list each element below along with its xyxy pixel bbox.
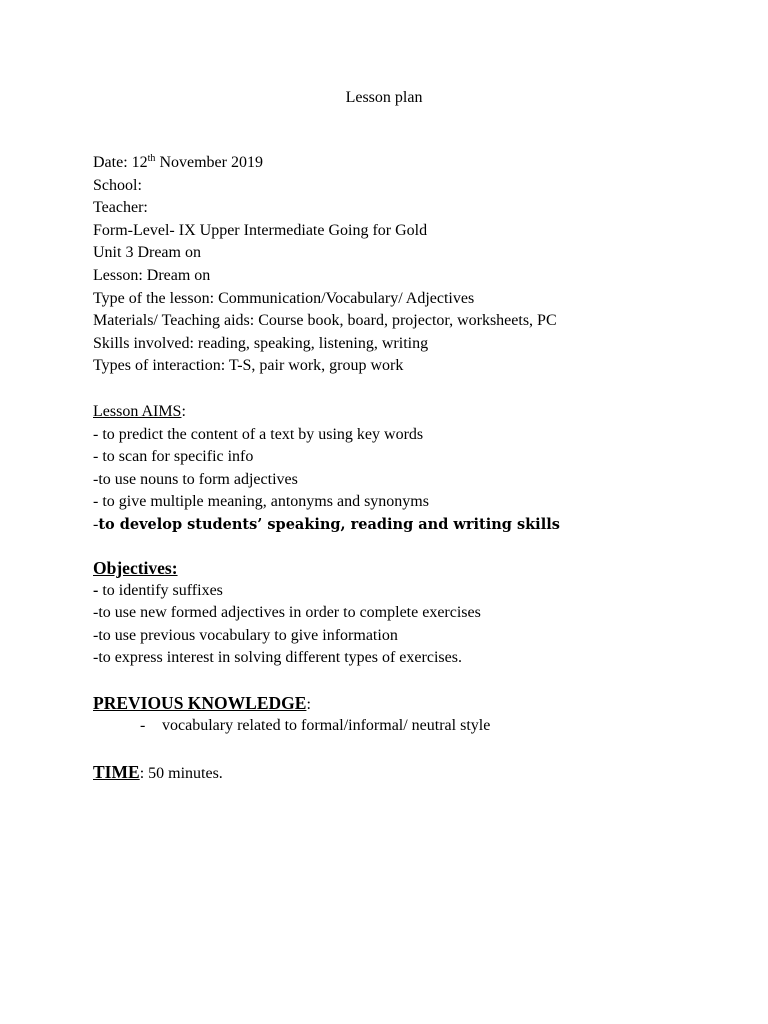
time-section [93, 761, 713, 784]
lesson-info [93, 152, 713, 378]
time-value: : 50 minutes. [139, 765, 223, 782]
date-suffix: November 2019 [155, 154, 263, 171]
lesson-line: Lesson: Dream on [93, 266, 211, 284]
aims-heading: Lesson AIMS [93, 403, 182, 420]
aims-heading-line [93, 401, 713, 424]
objectives-first-text: to identify suffixes [98, 581, 223, 599]
form-level-line: Form-Level- IX Upper Intermediate Going for Gold [93, 221, 428, 239]
previous-knowledge-heading-line [93, 692, 713, 715]
lesson-type-line: Type of the lesson: Communication/Vocabulary/ Adjectives [93, 289, 475, 307]
previous-knowledge-item [93, 715, 713, 738]
page-title: Lesson plan [345, 89, 423, 106]
date-line [93, 152, 713, 175]
school-line: School: [93, 176, 142, 194]
skills-line: Skills involved: reading, speaking, listening, writing [93, 334, 429, 352]
time-line [93, 761, 713, 784]
date-prefix: Date: 12 [93, 154, 148, 171]
objectives-heading-line [93, 557, 713, 580]
interaction-line: Types of interaction: T-S, pair work, group work [93, 357, 404, 375]
previous-knowledge-dash: - [140, 716, 146, 734]
aims-item: - to scan for specific info [93, 448, 254, 466]
aims-last-text: to develop students’ speaking, reading and writing skills [98, 515, 560, 533]
objectives-item: -to express interest in solving different types of exercises. [93, 649, 462, 667]
previous-knowledge-text: vocabulary related to formal/informal/ neutral style [162, 716, 491, 734]
aims-item: -to use nouns to form adjectives [93, 470, 298, 488]
objectives-item [93, 580, 713, 603]
objectives-section [93, 557, 713, 670]
lesson-aims-section [93, 401, 713, 537]
objectives-first-dash: - [93, 581, 99, 599]
objectives-item: -to use previous vocabulary to give information [93, 626, 398, 644]
unit-line: Unit 3 Dream on [93, 244, 201, 262]
aims-item: - to give multiple meaning, antonyms and synonyms [93, 493, 429, 511]
aims-item-bold [93, 514, 713, 537]
teacher-line: Teacher: [93, 199, 148, 217]
time-heading: TIME [93, 762, 140, 782]
aims-heading-colon: : [181, 403, 186, 420]
previous-knowledge-colon: : [306, 696, 311, 713]
previous-knowledge-heading: PREVIOUS KNOWLEDGE [93, 693, 307, 713]
materials-line: Materials/ Teaching aids: Course book, board, projector, worksheets, PC [93, 312, 557, 330]
date-superscript: th [147, 153, 156, 164]
aims-item: - to predict the content of a text by using key words [93, 425, 424, 443]
aims-last-prefix: - [93, 515, 99, 533]
previous-knowledge-section [93, 692, 713, 737]
objectives-item: -to use new formed adjectives in order to complete exercises [93, 604, 481, 622]
objectives-heading: Objectives: [93, 558, 178, 578]
